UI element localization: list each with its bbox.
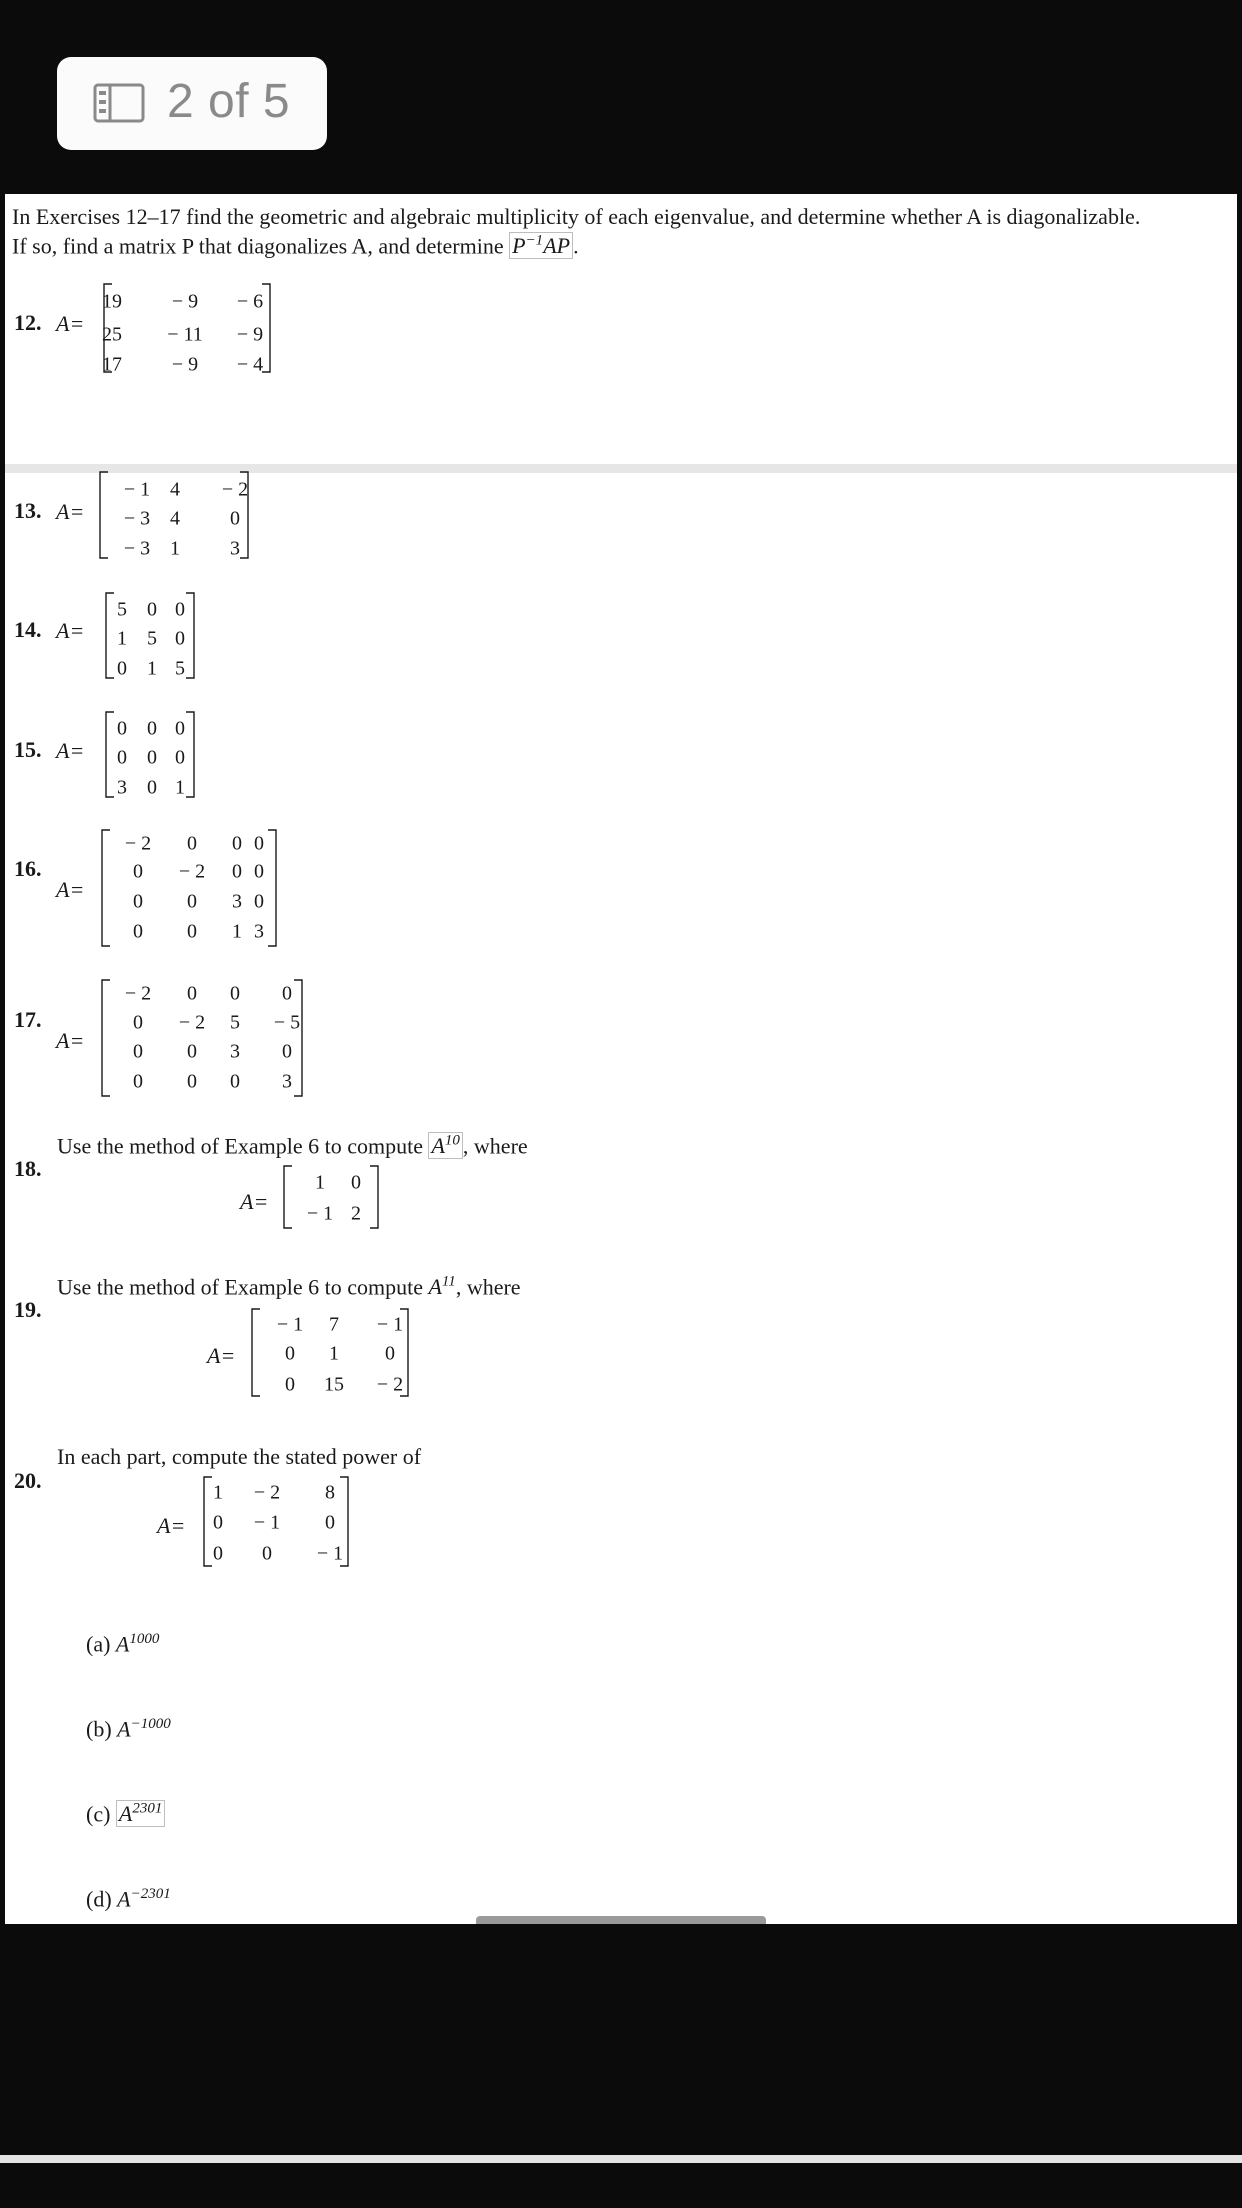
exercise-17-number: 17. [14, 1007, 42, 1032]
exercise-18-matrix-entry: 0 [351, 1171, 361, 1194]
exercise-17-matrix-entry: 3 [282, 1070, 292, 1093]
exercise-19-matrix-entry: 1 [329, 1342, 339, 1365]
exercise-12-label: A= [56, 311, 85, 336]
exercise-19-matrix-entry: 7 [329, 1313, 339, 1336]
exercise-14-matrix-entry: 5 [147, 627, 157, 650]
exercise-13-matrix-entry: 0 [230, 507, 240, 530]
exercise-14-matrix-entry: 0 [175, 627, 185, 650]
exercise-19-matrix-entry: − 1 [376, 1313, 404, 1336]
exercise-19-power: $A^{11}$ [428, 1274, 456, 1300]
page-indicator-text: 2 of 5 [167, 75, 291, 128]
exercise-19-prompt: Use the method of Example 6 to compute $A^{11}$, where [57, 1274, 521, 1300]
exercise-20-part-d: (d) $A^{-2301}$ [86, 1886, 171, 1912]
exercise-16-matrix-entry: 0 [254, 860, 264, 883]
exercise-15-matrix-entry: 0 [175, 746, 185, 769]
exercise-16-matrix-entry: 3 [254, 920, 264, 943]
exercise-20-number: 20. [14, 1468, 42, 1493]
exercise-16-matrix-entry: − 2 [124, 832, 152, 855]
exercise-20-matrix-entry: 8 [325, 1481, 335, 1504]
exercise-13-label: A= [56, 499, 85, 524]
exercise-17-matrix-entry: − 2 [124, 982, 152, 1005]
exercise-19-matrix-entry: − 2 [376, 1373, 404, 1396]
exercise-14-matrix-entry: 5 [175, 657, 185, 680]
exercise-13-matrix-entry: 4 [170, 478, 180, 501]
exercise-16-matrix-entry: 0 [133, 890, 143, 913]
exercise-12-number: 12. [14, 310, 42, 335]
exercise-16-number: 16. [14, 856, 42, 881]
exercise-15-matrix-entry: 0 [117, 746, 127, 769]
exercise-14-matrix-entry: 1 [117, 627, 127, 650]
exercise-17-matrix-entry: 0 [187, 1040, 197, 1063]
exercise-14-matrix-entry: 5 [117, 598, 127, 621]
exercise-12-matrix-entry: − 9 [236, 323, 264, 346]
exercise-16-matrix-entry: 0 [133, 920, 143, 943]
exercise-16-label: A= [56, 877, 85, 902]
exercise-20-matrix-left-bracket [204, 1477, 212, 1566]
exercise-15-matrix-entry: 0 [147, 717, 157, 740]
exercise-20-part-b: (b) $A^{-1000}$ [86, 1716, 171, 1742]
exercise-18-prompt: Use the method of Example 6 to compute $A^{10}$ , where [57, 1133, 528, 1159]
exercise-17-matrix-entry: 0 [230, 982, 240, 1005]
intro-line-1: In Exercises 12–17 find the geometric and algebraic multiplicity of each eigenvalue, and determine whether A is diagonalizable. [12, 204, 1141, 229]
exercise-20-matrix-entry: − 2 [253, 1481, 281, 1504]
exercise-14-matrix-entry: 0 [175, 598, 185, 621]
exercise-20-matrix-entry: − 1 [316, 1542, 344, 1565]
exercise-19-label: A= [207, 1343, 236, 1368]
exercise-20-part-c: (c) $A^{2301}$ [86, 1802, 165, 1825]
exercise-16-matrix-entry: 0 [254, 832, 264, 855]
exercise-20-prompt: In each part, compute the stated power of [57, 1444, 422, 1469]
exercise-15-label: A= [56, 738, 85, 763]
exercise-12-matrix-entry: 17 [102, 353, 122, 376]
exercise-17-matrix-entry: 5 [230, 1011, 240, 1034]
exercise-15-matrix-entry: 0 [175, 717, 185, 740]
exercise-17-matrix-entry: − 5 [273, 1011, 301, 1034]
exercise-16-matrix-entry: 0 [133, 860, 143, 883]
exercise-17-matrix-entry: 0 [187, 982, 197, 1005]
exercise-20-label: A= [157, 1513, 186, 1538]
exercise-19-number: 19. [14, 1297, 42, 1322]
exercise-17-label: A= [56, 1028, 85, 1053]
exercise-16-matrix-entry: 0 [254, 890, 264, 913]
exercise-19-matrix-entry: 0 [285, 1342, 295, 1365]
exercise-14-label: A= [56, 618, 85, 643]
exercise-15-matrix-entry: 1 [175, 776, 185, 799]
exercise-13-number: 13. [14, 498, 42, 523]
exercise-17-matrix-entry: − 2 [178, 1011, 206, 1034]
exercise-17-matrix-entry: 0 [282, 1040, 292, 1063]
exercise-17-matrix-entry: 0 [133, 1040, 143, 1063]
exercise-19-matrix-entry: 0 [385, 1342, 395, 1365]
exercise-15-matrix-entry: 0 [117, 717, 127, 740]
exercise-18-matrix-entry: 2 [351, 1202, 361, 1225]
exercise-13-matrix-entry: − 1 [123, 478, 151, 501]
exercise-13-matrix-entry: 4 [170, 507, 180, 530]
exercise-15-matrix-entry: 0 [147, 746, 157, 769]
exercise-14-matrix-entry: 0 [117, 657, 127, 680]
intro-line-2: If so, find a matrix P that diagonalizes A, and determine $P^{-1}AP$ . [12, 233, 579, 259]
exercise-13-matrix-entry: − 2 [221, 478, 249, 501]
exercise-12-matrix-entry: − 9 [171, 290, 199, 313]
inverse-expression: $P^{-1}AP$ [509, 232, 573, 259]
exercise-16-matrix-entry: 0 [187, 920, 197, 943]
exercise-17-matrix-entry: 0 [282, 982, 292, 1005]
exercise-12-matrix-entry: − 11 [167, 323, 203, 346]
exercise-20-matrix-entry: 0 [213, 1511, 223, 1534]
exercise-16-matrix-entry: 1 [232, 920, 242, 943]
exercise-18-power: $A^{10}$ [428, 1132, 462, 1159]
exercise-18-matrix-entry: − 1 [306, 1202, 334, 1225]
exercise-20-matrix-entry: − 1 [253, 1511, 281, 1534]
exercise-20-part-a: (a) $A^{1000}$ [86, 1631, 160, 1657]
exercise-20-matrix-entry: 0 [262, 1542, 272, 1565]
exercise-12-matrix-entry: − 9 [171, 353, 199, 376]
exercise-13-matrix-entry: − 3 [123, 507, 151, 530]
exercise-14-matrix-entry: 1 [147, 657, 157, 680]
exercise-20-matrix-entry: 0 [213, 1542, 223, 1565]
exercise-16-matrix-entry: 0 [187, 890, 197, 913]
exercise-13-matrix-entry: 3 [230, 537, 240, 560]
exercise-16-matrix-entry: 3 [232, 890, 242, 913]
exercise-16-matrix-entry: 0 [187, 832, 197, 855]
exercise-19-matrix-entry: 15 [324, 1373, 344, 1396]
exercise-15-number: 15. [14, 737, 42, 762]
exercise-18-label: A= [240, 1189, 269, 1214]
exercise-16-matrix-entry: − 2 [178, 860, 206, 883]
exercise-17-matrix-entry: 0 [133, 1011, 143, 1034]
exercise-17-matrix-entry: 0 [230, 1070, 240, 1093]
exercise-12-matrix-entry: − 6 [236, 290, 264, 313]
exercise-15-matrix-entry: 3 [117, 776, 127, 799]
exercise-12-matrix-entry: − 4 [236, 353, 264, 376]
exercise-20-matrix-entry: 0 [325, 1511, 335, 1534]
exercise-16-matrix-entry: 0 [232, 860, 242, 883]
exercise-15-matrix-entry: 0 [147, 776, 157, 799]
exercise-18-number: 18. [14, 1156, 42, 1181]
exercise-19-matrix-entry: 0 [285, 1373, 295, 1396]
exercise-13-matrix-entry: 1 [170, 537, 180, 560]
exercise-12-matrix-entry: 19 [102, 290, 122, 313]
exercise-13-matrix-entry: − 3 [123, 537, 151, 560]
exercise-20-matrix-entry: 1 [213, 1481, 223, 1504]
exercise-14-matrix-entry: 0 [147, 598, 157, 621]
exercise-14-number: 14. [14, 617, 42, 642]
exercise-12-matrix-entry: 25 [102, 323, 122, 346]
exercise-17-matrix-entry: 0 [187, 1070, 197, 1093]
exercise-19-matrix-entry: − 1 [276, 1313, 304, 1336]
exercise-17-matrix-entry: 3 [230, 1040, 240, 1063]
exercise-16-matrix-entry: 0 [232, 832, 242, 855]
exercise-18-matrix-entry: 1 [315, 1171, 325, 1194]
exercise-17-matrix-entry: 0 [133, 1070, 143, 1093]
